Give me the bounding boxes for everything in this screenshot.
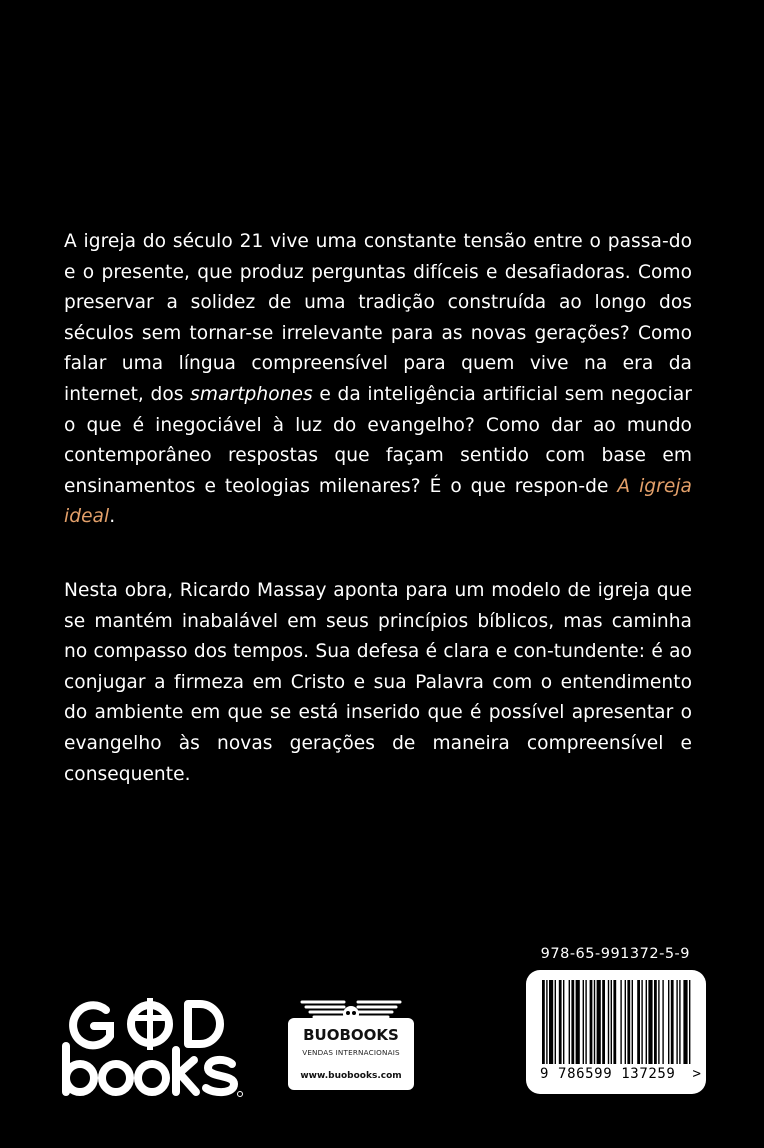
buobooks-tagline: VENDAS INTERNACIONAIS [302, 1048, 400, 1057]
barcode-bar [620, 980, 621, 1064]
barcode-bar [569, 980, 570, 1064]
barcode-bar [571, 980, 574, 1064]
barcode-bar [648, 980, 652, 1064]
buobooks-logo [288, 996, 414, 1094]
barcode-bar [594, 980, 595, 1064]
barcode-bar [585, 980, 586, 1064]
blurb-paragraph-2: Nesta obra, Ricardo Massay aponta para um modelo de igreja que se mantém inabalável em seus princípios bíblicos, mas caminha no compasso dos tempos. Sua defesa é clara e con-tundente: é ao conjugar a firmeza em Cristo e sua Palavra com o entendimento do ambiente em que se está inserido que é possível apresentar o evangelho às novas gerações de maneira compreensível e consequente. [64, 580, 692, 785]
buobooks-name: BUOBOOKS [303, 1026, 399, 1044]
isbn-barcode [526, 970, 706, 1094]
barcode-digits-text: 9 786599 137259 [540, 1066, 676, 1082]
barcode-bar [654, 980, 657, 1064]
barcode-bar [590, 980, 593, 1064]
barcode-bar [546, 980, 547, 1064]
barcode-bar [583, 980, 584, 1064]
barcode-bar [613, 980, 616, 1064]
barcode-bar [632, 980, 633, 1064]
barcode-digits [540, 1066, 702, 1082]
barcode-bar [658, 980, 659, 1064]
blurb-p1-emphasis: smartphones [190, 383, 313, 405]
barcode-bar [608, 980, 609, 1064]
barcode-bar [611, 980, 612, 1064]
blurb-p1-text-c: . [109, 506, 116, 528]
barcode-bar [625, 980, 626, 1064]
barcode-bar [576, 980, 580, 1064]
barcode-bar [668, 980, 669, 1064]
blurb-paragraph-1 [64, 227, 692, 533]
barcode-bar [597, 980, 601, 1064]
book-title-highlight: A igreja ideal [64, 475, 692, 528]
barcode-bar [542, 980, 545, 1064]
barcode-bar [555, 980, 556, 1064]
barcode-bar [676, 980, 677, 1064]
barcode-bar [646, 980, 647, 1064]
barcode-bar [559, 980, 562, 1064]
barcode-bar [689, 980, 690, 1064]
buobooks-url: www.buobooks.com [300, 1071, 402, 1081]
godbooks-logo [60, 996, 244, 1104]
barcode-bar [683, 980, 687, 1064]
barcode-bar [679, 980, 680, 1064]
barcode-bar [549, 980, 553, 1064]
godbooks-logo-mark [60, 996, 244, 1100]
barcode-arrow: > [692, 1066, 702, 1082]
barcode-bar [637, 980, 640, 1064]
blurb-p1-text-b: e da inteligência artificial sem negociar o que é inegociável à luz do evangelho? Como dar ao mundo contemporâneo respostas que façam sentido com base em ensinamentos e teologias milenares? É o que respon-de [64, 383, 692, 497]
isbn-number: 978-65-991372-5-9 [540, 946, 690, 962]
barcode-bar [627, 980, 630, 1064]
barcode-bar [602, 980, 605, 1064]
blurb-p1-text-a: A igreja do século 21 vive uma constante tensão entre o passa-do e o presente, que produz perguntas difíceis e desafiadoras. Como preservar a solidez de uma tradição construída ao longo dos séculos sem tornar-se irrelevante para as novas gerações? Como falar uma língua compreensível para quem vive na era da internet, dos [64, 231, 692, 405]
barcode-bar [662, 980, 663, 1064]
barcode-bar [671, 980, 674, 1064]
barcode-bar [641, 980, 642, 1064]
barcode-bar [563, 980, 564, 1064]
